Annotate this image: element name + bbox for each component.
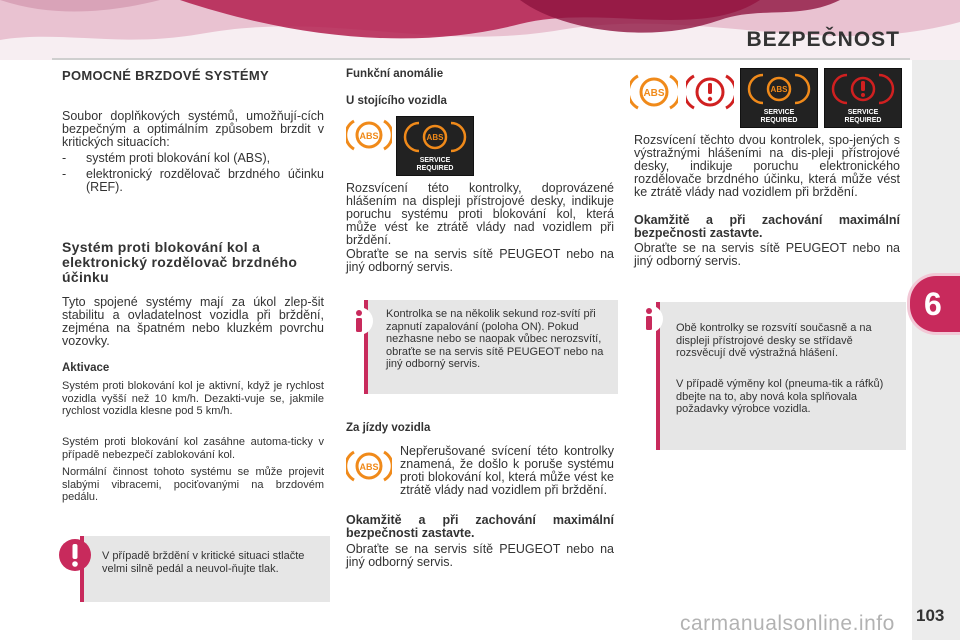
warning-note [80,536,330,602]
service-label: SERVICE [847,109,879,116]
info-note [364,300,618,394]
ref-paragraph: Rozsvícení těchto dvou kontrolek, spo-jených s výstražnými hlášeními na dis-pleji přístrojové desky, indikuje poruchu elektronického rozdělovače brzdného účinku, která může vést ke ztrátě vlády nad vozidlem při brždění. [634,133,900,199]
abs-warning-icon [630,72,678,117]
warning-note-text: V případě brždění v kritické situaci stlačte velmi silně pedál a neuvol-ňujte tlak. [102,550,305,575]
required-label: REQUIRED [844,117,882,124]
chapter-tab[interactable] [910,276,960,332]
contact-service-paragraph: Obraťte se na servis sítě PEUGEOT nebo na jiný odborný servis. [634,241,900,268]
abs-icon-label: ABS [359,131,379,141]
section-heading: POMOCNÉ BRZDOVÉ SYSTÉMY [62,68,269,83]
subsection-paragraph: Tyto spojené systémy mají za úkol zlep-šit stabilitu a ovladatelnost vozidla při brždění, zejména na špatném nebo kluzkém povrchu vozovky. [62,295,324,348]
subsection-heading: Systém proti blokování kol a elektronický rozdělovač brzdného účinku [62,239,298,285]
info-icon [344,306,374,341]
stop-immediately-paragraph: Okamžitě a při zachování maximální bezpečnosti zastavte. [346,513,614,540]
abs-icon-label: ABS [359,462,379,472]
page-margin-bar [912,60,960,640]
service-required-brake-display [824,68,902,128]
page-number: 103 [916,606,945,625]
service-required-abs-display [740,68,818,128]
abs-icon-label: ABS [770,85,788,94]
activation-heading: Aktivace [62,362,110,374]
info-icon [634,304,664,339]
service-label: SERVICE [419,157,451,164]
required-label: REQUIRED [760,117,798,124]
bullet-abs: systém proti blokování kol (ABS), [86,151,271,165]
required-label: REQUIRED [416,165,454,172]
service-required-abs-display [396,116,474,176]
stationary-heading: U stojícího vozidla [346,95,447,107]
activation-paragraph-2: Systém proti blokování kol zasáhne automa-ticky v případě nebezpečí zablokování kol. [62,436,324,461]
contact-service-paragraph: Obraťte se na servis sítě PEUGEOT nebo na jiný odborný servis. [346,247,614,274]
abs-icon-label: ABS [643,88,665,99]
driving-paragraph: Nepřerušované svícení této kontrolky znamená, že došlo k poruše systému proti blokování kol, která může vést ke ztrátě vlády nad vozidlem při brždění. [400,444,614,497]
info-note-text-2: V případě výměny kol (pneuma-tik a ráfků) dbejte na to, aby nová kola splňovala požadavky výrobce vozidla. [676,378,884,415]
bullet-ref: elektronický rozdělovač brzdného účinku (REF). [86,167,324,194]
intro-paragraph: Soubor doplňkových systémů, umožňují-cích bezpečným a optimálním způsobem brzdit v kritických situacích: [62,109,324,149]
activation-paragraph-3: Normální činnost tohoto systému se může projevit slabými vibracemi, pociťovanými na brzdovém pedálu. [62,466,324,503]
info-note-text: Kontrolka se na několik sekund roz-svítí při zapnutí zapalování (poloha ON). Pokud nezhasne nebo se naopak vůbec nerozsvítí, obraťte se na servis sítě PEUGEOT nebo na jiný odborný servis. [386,308,604,370]
anomaly-heading: Funkční anomálie [346,68,444,80]
activation-paragraph-1: Systém proti blokování kol je aktivní, když je rychlost vozidla vyšší než 10 km/h. Dezakti-vuje se, jakmile rychlost vozidla klesne pod 5 km/h. [62,380,324,417]
page-title: BEZPEČNOST [746,28,900,51]
brake-warning-icon [686,72,734,117]
header-divider [52,58,910,60]
driving-heading: Za jízdy vozidla [346,422,431,434]
watermark: carmanualsonline.info [680,612,895,635]
stationary-paragraph: Rozsvícení této kontrolky, doprovázené hlášením na displeji přístrojové desky, indikuje poruchu systému proti blokování kol, která může vést ke ztrátě vlády nad vozidlem při brždění. [346,181,614,247]
contact-service-paragraph: Obraťte se na servis sítě PEUGEOT nebo na jiný odborný servis. [346,542,614,569]
bullet-dash: - [62,167,67,181]
stop-immediately-paragraph: Okamžitě a při zachování maximální bezpečnosti zastavte. [634,213,900,240]
info-note [656,302,906,450]
abs-icon-label: ABS [426,133,444,142]
chapter-number: 6 [924,286,942,322]
abs-warning-icon [346,117,392,158]
bullet-dash: - [62,151,67,165]
warning-exclamation-icon [58,538,92,577]
info-note-text-1: Obě kontrolky se rozsvítí současně a na displeji přístrojové desky se střídavě rozsvěcují dvě výstražná hlášení. [676,322,872,359]
service-label: SERVICE [763,109,795,116]
abs-warning-icon [346,448,392,489]
